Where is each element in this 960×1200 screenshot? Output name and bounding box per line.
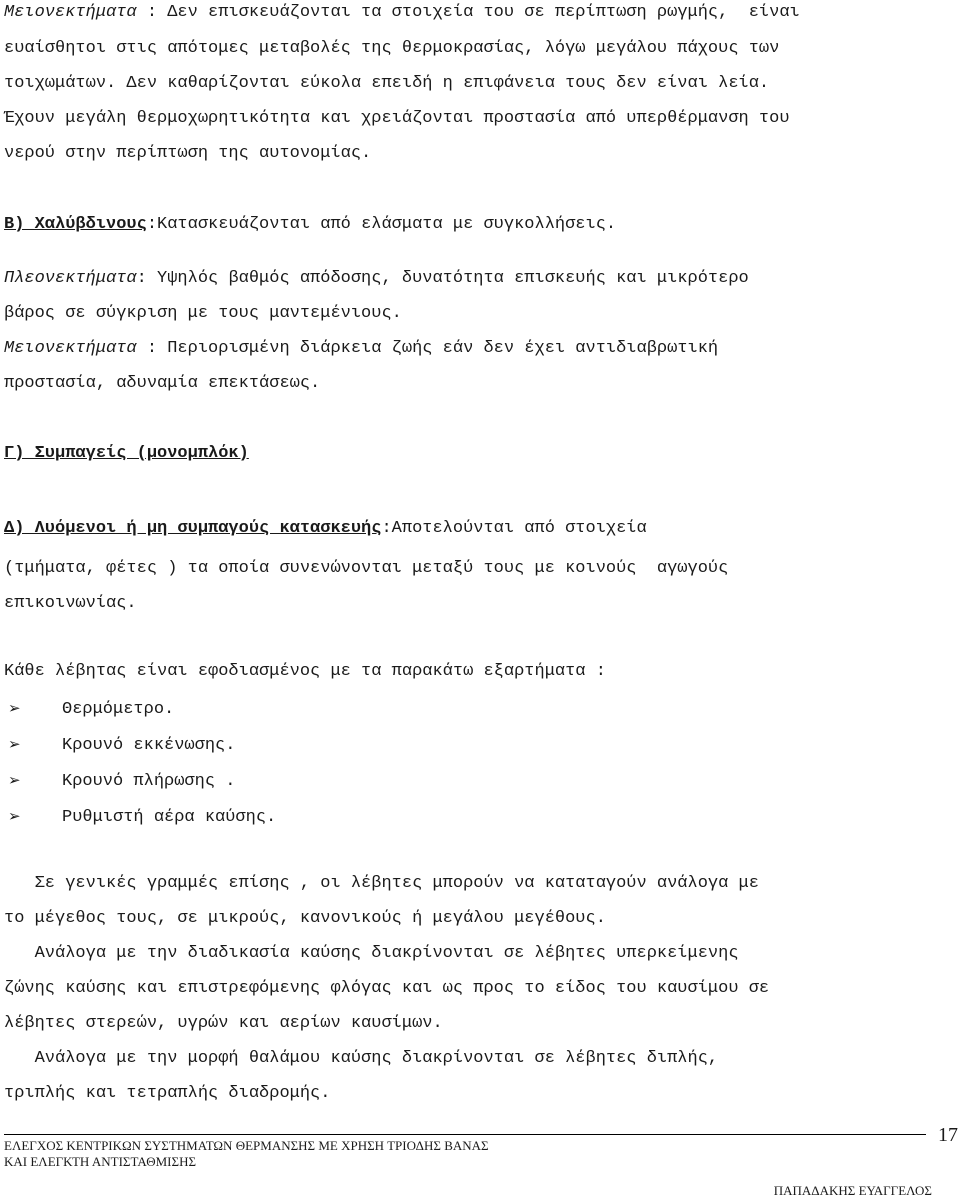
list-item: ➢ Ρυθμιστή αέρα καύσης.	[8, 807, 277, 827]
arrow-bullet-icon: ➢	[8, 807, 21, 825]
paragraph-line: προστασία, αδυναμία επεκτάσεως.	[4, 374, 321, 393]
paragraph-line: ευαίσθητοι στις απότομες μεταβολές της θερμοκρασίας, λόγω μεγάλου πάχους των	[4, 39, 780, 58]
list-item: ➢ Θερμόμετρο.	[8, 699, 175, 719]
section-d-heading: Δ) Λυόμενοι ή μη συμπαγούς κατασκευής	[4, 519, 382, 538]
advantages-label: Πλεονεκτήματα	[4, 269, 137, 288]
section-b-line: Β) Χαλύβδινους:Κατασκευάζονται από ελάσματα με συγκολλήσεις.	[4, 215, 617, 234]
disadvantages-line-1: Μειονεκτήματα : Δεν επισκευάζονται τα στοιχεία του σε περίπτωση ρωγμής, είναι	[4, 3, 800, 22]
paragraph-line: το μέγεθος τους, σε μικρούς, κανονικούς ή μεγάλου μεγέθους.	[4, 909, 606, 928]
section-d-line: Δ) Λυόμενοι ή μη συμπαγούς κατασκευής:Αποτελούνται από στοιχεία	[4, 519, 647, 538]
paragraph-line: επικοινωνίας.	[4, 594, 137, 613]
arrow-bullet-icon: ➢	[8, 771, 21, 789]
paragraph-line: λέβητες στερεών, υγρών και αερίων καυσίμων.	[4, 1014, 443, 1033]
arrow-bullet-icon: ➢	[8, 735, 21, 753]
footer-divider	[4, 1134, 926, 1135]
footer-title-line-1: ΕΛΕΓΧΟΣ ΚΕΝΤΡΙΚΩΝ ΣΥΣΤΗΜΑΤΩΝ ΘΕΡΜΑΝΣΗΣ ΜΕ ΧΡΗΣΗ ΤΡΙΟΔΗΣ ΒΑΝΑΣ	[4, 1138, 489, 1153]
paragraph-line: τοιχωμάτων. Δεν καθαρίζονται εύκολα επειδή η επιφάνεια τους δεν είναι λεία.	[4, 74, 770, 93]
disadvantages-label: Μειονεκτήματα	[4, 3, 137, 22]
advantages-line: Πλεονεκτήματα: Υψηλός βαθμός απόδοσης, δυνατότητα επισκευής και μικρότερο	[4, 269, 749, 288]
footer-title-line-2: ΚΑΙ ΕΛΕΓΚΤΗ ΑΝΤΙΣΤΑΘΜΙΣΗΣ	[4, 1154, 197, 1169]
page-number: 17	[938, 1124, 958, 1146]
paragraph-line: Σε γενικές γραμμές επίσης , οι λέβητες μπορούν να καταταγούν ανάλογα με	[4, 874, 759, 893]
paragraph-line: Ανάλογα με την διαδικασία καύσης διακρίνονται σε λέβητες υπερκείμενης	[4, 944, 739, 963]
disadvantages-line: Μειονεκτήματα : Περιορισμένη διάρκεια ζωής εάν δεν έχει αντιδιαβρωτική	[4, 339, 719, 358]
list-item: ➢ Κρουνό πλήρωσης .	[8, 771, 236, 791]
paragraph-line: Ανάλογα με την μορφή θαλάμου καύσης διακρίνονται σε λέβητες διπλής,	[4, 1049, 719, 1068]
paragraph-line: νερού στην περίπτωση της αυτονομίας.	[4, 144, 372, 163]
footer-author: ΠΑΠΑΔΑΚΗΣ ΕΥΑΓΓΕΛΟΣ	[773, 1183, 932, 1198]
parts-intro: Κάθε λέβητας είναι εφοδιασμένος με τα παρακάτω εξαρτήματα :	[4, 662, 606, 681]
section-c-heading: Γ) Συμπαγείς (μονομπλόκ)	[4, 444, 249, 463]
disadvantages-label: Μειονεκτήματα	[4, 339, 137, 358]
paragraph-line: (τμήματα, φέτες ) τα οποία συνενώνονται μεταξύ τους με κοινούς αγωγούς	[4, 559, 729, 578]
paragraph-line: τριπλής και τετραπλής διαδρομής.	[4, 1084, 331, 1103]
arrow-bullet-icon: ➢	[8, 699, 21, 717]
paragraph-line: Έχουν μεγάλη θερμοχωρητικότητα και χρειάζονται προστασία από υπερθέρμανση του	[4, 109, 790, 128]
paragraph-line: ζώνης καύσης και επιστρεφόμενης φλόγας και ως προς το είδος του καυσίμου σε	[4, 979, 770, 998]
list-item: ➢ Κρουνό εκκένωσης.	[8, 735, 236, 755]
paragraph-line: βάρος σε σύγκριση με τους μαντεμένιους.	[4, 304, 402, 323]
section-b-heading: Β) Χαλύβδινους	[4, 215, 147, 234]
